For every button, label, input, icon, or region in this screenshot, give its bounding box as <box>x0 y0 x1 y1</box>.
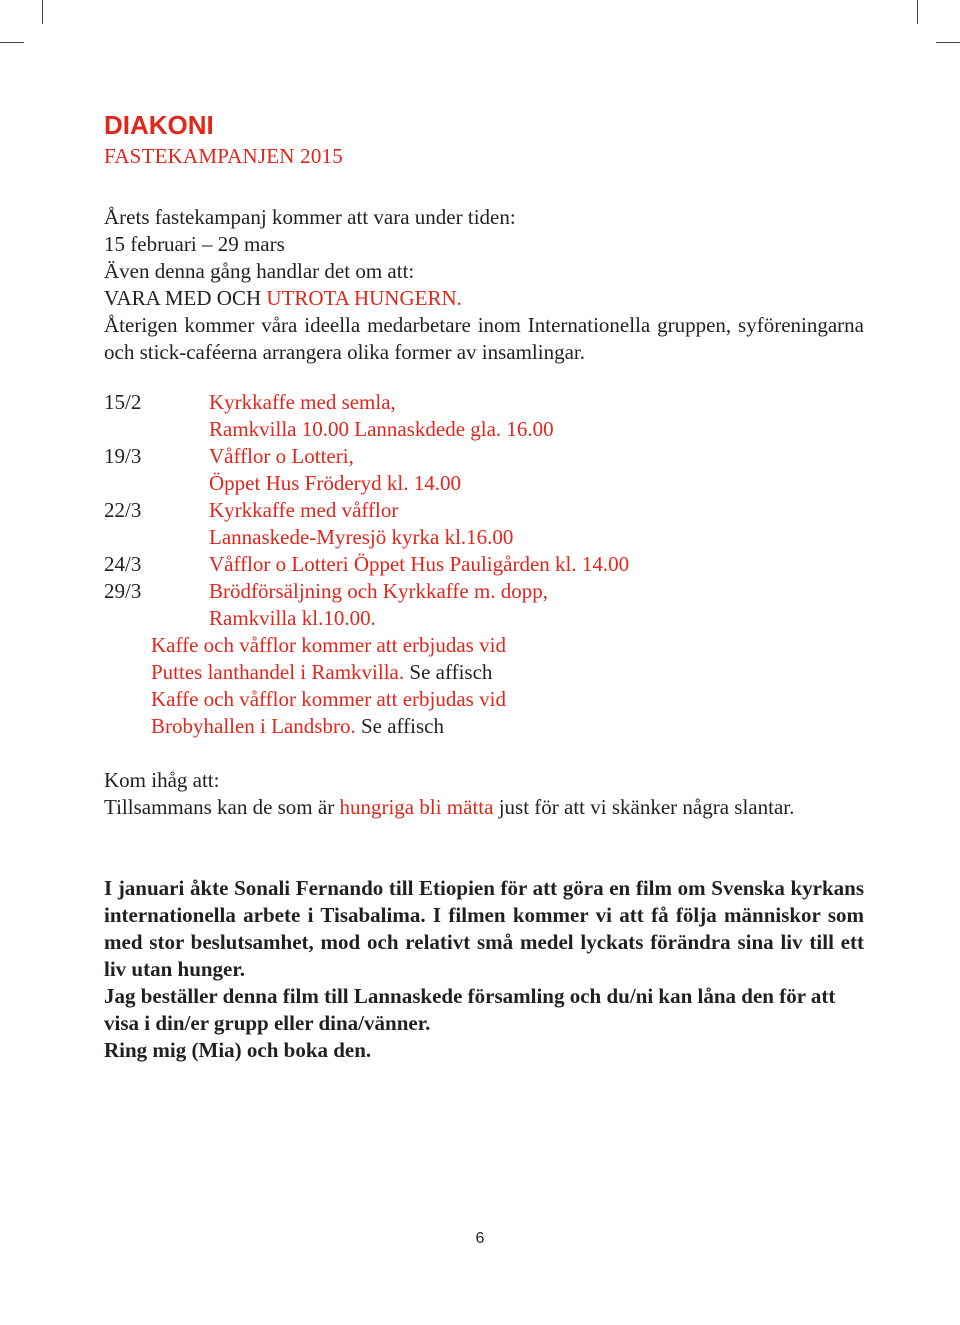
event-row <box>104 497 864 551</box>
note-line: Kaffe och våfflor kommer att erbjudas vid <box>151 633 506 657</box>
reminder-part: Tillsammans kan de som är <box>104 795 340 819</box>
slogan-red: UTROTA HUNGERN. <box>266 286 462 310</box>
note-suffix: Se affisch <box>404 660 493 684</box>
reminder-heading: Kom ihåg att: <box>104 768 220 792</box>
event-date: 24/3 <box>104 552 142 576</box>
event-line: Ramkvilla 10.00 Lannaskdede gla. 16.00 <box>209 417 554 441</box>
reminder-part: just för att vi skänker några slantar. <box>493 795 795 819</box>
intro-section <box>104 204 864 366</box>
reminder-text <box>104 794 864 821</box>
page-title: DIAKONI <box>104 110 214 140</box>
page-subtitle: FASTEKAMPANJEN 2015 <box>104 144 343 168</box>
note-line: Brobyhallen i Landsbro. <box>151 714 356 738</box>
event-line: Kyrkkaffe med våfflor <box>209 498 399 522</box>
intro-line: Även denna gång handlar det om att: <box>104 259 415 283</box>
event-row <box>104 578 864 632</box>
film-section <box>104 875 864 1064</box>
event-date: 15/2 <box>104 390 142 414</box>
event-date: 29/3 <box>104 579 142 603</box>
page-number: 6 <box>475 1230 485 1247</box>
intro-line: Årets fastekampanj kommer att vara under tiden: <box>104 205 516 229</box>
event-line: Våfflor o Lotteri Öppet Hus Pauligården kl. 14.00 <box>209 552 630 576</box>
event-line: Lannaskede-Myresjö kyrka kl.16.00 <box>209 525 514 549</box>
film-paragraph: Jag beställer denna film till Lannaskede församling och du/ni kan låna den för att visa i din/er grupp eller dina/vänner. <box>104 984 836 1035</box>
crop-mark-top-right-h <box>936 42 960 43</box>
event-line: Brödförsäljning och Kyrkkaffe m. dopp, <box>209 579 549 603</box>
reminder-highlight: hungriga bli mätta <box>339 795 494 819</box>
reminder-section <box>104 767 864 821</box>
event-date: 22/3 <box>104 498 142 522</box>
event-description <box>209 551 864 578</box>
event-line: Ramkvilla kl.10.00. <box>209 606 376 630</box>
slogan-black: VARA MED OCH <box>104 286 267 310</box>
intro-paragraph: Återigen kommer våra ideella medarbetare inom Internationella gruppen, syföreningarna och stick-caféerna arrangera olika former av insamlingar. <box>104 313 864 364</box>
event-line: Kyrkkaffe med semla, <box>209 390 396 414</box>
note-suffix: Se affisch <box>355 714 444 738</box>
event-note <box>104 686 864 740</box>
event-note <box>104 632 864 686</box>
event-row <box>104 443 864 497</box>
note-line: Puttes lanthandel i Ramkvilla. <box>151 660 405 684</box>
event-row <box>104 551 864 578</box>
event-description <box>209 578 864 632</box>
intro-line: 15 februari – 29 mars <box>104 232 285 256</box>
event-list <box>104 389 864 740</box>
crop-mark-top-left-h <box>0 42 24 43</box>
event-description <box>209 497 864 551</box>
film-paragraph: Ring mig (Mia) och boka den. <box>104 1038 372 1062</box>
event-row <box>104 389 864 443</box>
film-paragraph: I januari åkte Sonali Fernando till Etiopien för att göra en film om Svenska kyrkans internationella arbete i Tisabalima. I filmen kommer vi att få följa människor som med stor beslutsamhet, mod och relativt små medel lyckats förändra sina liv till ett liv utan hunger. <box>104 876 864 981</box>
document-page <box>104 108 864 1064</box>
event-line: Öppet Hus Fröderyd kl. 14.00 <box>209 471 461 495</box>
event-description <box>209 443 864 497</box>
event-line: Våfflor o Lotteri, <box>209 444 354 468</box>
event-date: 19/3 <box>104 444 142 468</box>
event-description <box>209 389 864 443</box>
crop-mark-top-right-v <box>917 0 918 24</box>
intro-slogan <box>104 285 864 312</box>
crop-mark-top-left-v <box>42 0 43 24</box>
note-line: Kaffe och våfflor kommer att erbjudas vid <box>151 687 506 711</box>
